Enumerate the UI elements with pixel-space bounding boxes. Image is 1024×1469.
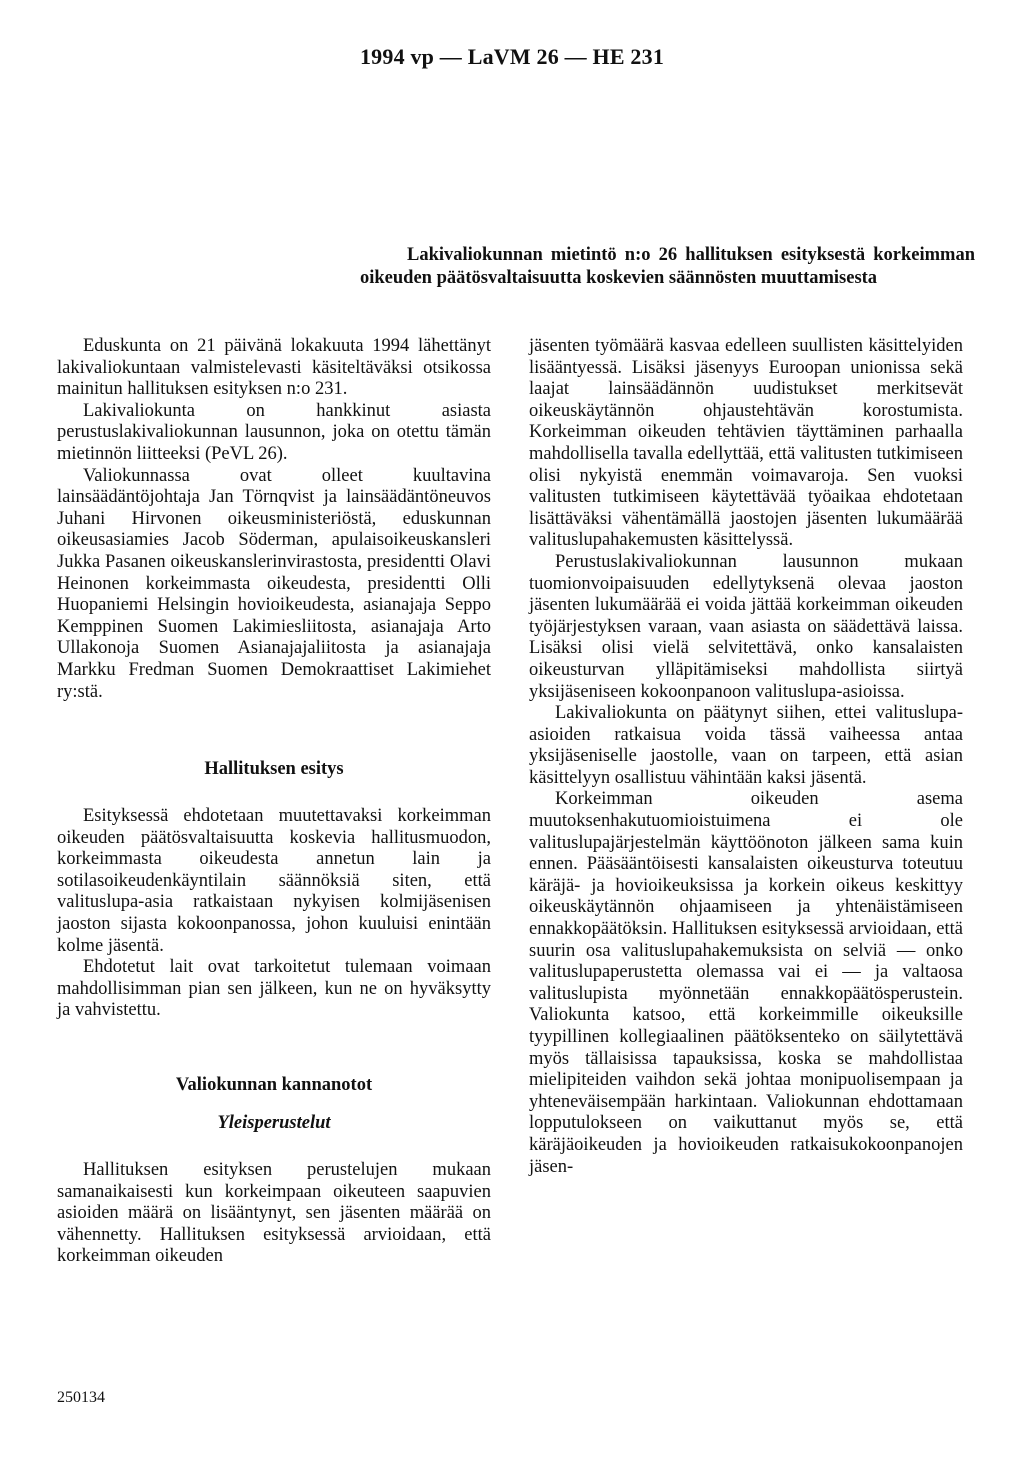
paragraph-2: Perustuslakivaliokunnan lausunnon mukaan tuomionvoipaisuuden edellytyksenä olevaa jaoston jäsenten lukumäärää ei voida jättää korkeimman oikeuden työjärjestyksen varaan, vaan asiasta on säädettävä laissa. Lisäksi olisi vielä selvitettävä, onko kansalaisten oikeusturvan ylläpitämiseksi mahdollista siirtyä yksijäseniseen kokoonpanoon valituslupa-asioissa. bbox=[529, 551, 963, 702]
document-title: Lakivaliokunnan mietintö n:o 26 hallituksen esityksestä korkeimman oikeuden päätösvaltaisuutta koskevien säännösten muuttamisesta bbox=[360, 245, 975, 288]
subheading-general: Yleisperustelut bbox=[217, 1113, 331, 1134]
proposal-paragraph-2: Ehdotetut lait ovat tarkoitetut tulemaan voimaan mahdollisimman pian sen jälkeen, kun ne on hyväksytty ja vahvistettu. bbox=[57, 957, 491, 1021]
intro-paragraph-2: Lakivaliokunta on hankkinut asiasta perustuslakivaliokunnan lausunnon, joka on otettu tämän mietinnön liitteeksi (PeVL 26). bbox=[57, 400, 491, 464]
general-paragraph-1: Hallituksen esityksen perustelujen mukaan samanaikaisesti kun korkeimpaan oikeuteen saapuvien asioiden määrä on lisääntynyt, sen jäsenten määrää on vähennetty. Hallituksen esityksessä arvioidaan, että korkeimman oikeuden bbox=[57, 1160, 491, 1267]
section-heading-proposal: Hallituksen esitys bbox=[204, 759, 344, 780]
paragraph-3: Lakivaliokunta on päätynyt siihen, ettei valituslupa-asioiden ratkaisua voida tässä vaiheessa antaa yksijäseniselle jaostolle, vaan on tarpeen, että asian käsittelyyn osallistuu vähintään kaksi jäsentä. bbox=[529, 703, 963, 788]
page-running-header: 1994 vp — LaVM 26 — HE 231 bbox=[359, 44, 665, 69]
intro-paragraph-3: Valiokunnassa ovat olleet kuultavina lainsäädäntöjohtaja Jan Törnqvist ja lainsäädäntöneuvos Juhani Hirvonen oikeusministeriöstä, eduskunnan oikeusasiamies Jacob Söderman, apulaisoikeuskansleri Jukka Pasanen oikeuskanslerinvirastosta, presidentti Olavi Heinonen korkeimmasta oikeudesta, presidentti Olli Huopaniemi Helsingin hovioikeudesta, asianajaja Seppo Kemppinen Suomen Lakimiesliitosta, asianajaja Arto Ullakonoja Suomen Asianajajaliitosta ja asianajaja Markku Fredman Suomen Demokraattiset Lakimiehet ry:stä. bbox=[57, 465, 491, 702]
paragraph-4: Korkeimman oikeuden asema muutoksenhakutuomioistuimena ei ole valituslupajärjestelmän käyttöönoton jälkeen sama kuin ennen. Pääsääntöisesti kansalaisten oikeusturva toteutuu käräjä- ja hovioikeuksissa ja korkein oikeus keskittyy oikeuskäytännön ohjaamiseen ja yhtenäistämiseen ennakkopäätöksin. Hallituksen esityksessä arvioidaan, että suurin osa valituslupahakemuksista on selviä — onko valituslupaperustetta olemassa vai ei — ja valtaosa valituslupista myönnetään ennakkopäätösperustein. Valiokunta katsoo, että korkeimmille oikeuksille tyypillinen kollegiaalinen päätöksenteko on säilytettävä myös tällaisissa tapauksissa, koska se mahdollistaa mielipiteiden vaihdon sekä johtaa monipuolisempaan ja yhteneväisempään harkintaan. Valiokunnan ehdottamaan lopputulokseen on vaikuttanut myös se, että käräjäoikeuden ja hovioikeuden ratkaisukokoonpanojen jäsen- bbox=[529, 789, 963, 1177]
footer-print-code: 250134 bbox=[57, 1389, 105, 1406]
proposal-paragraph-1: Esityksessä ehdotetaan muutettavaksi korkeimman oikeuden päätösvaltaisuutta koskevia hallitusmuodon, korkeimmasta oikeudesta annetun lain ja sotilasoikeudenkäyntilain säännöksiä siten, että valituslupa-asia ratkaistaan nykyisen kolmijäsenisen jaoston sijasta kokoonpanossa, johon kuuluisi enintään kolme jäsentä. bbox=[57, 806, 491, 956]
intro-paragraph-1: Eduskunta on 21 päivänä lokakuuta 1994 lähettänyt lakivaliokuntaan valmistelevasti käsiteltäväksi otsikossa mainitun hallituksen esityksen n:o 231. bbox=[57, 336, 491, 400]
continued-paragraph: jäsenten työmäärä kasvaa edelleen suullisten käsittelyiden lisääntyessä. Lisäksi jäsenyys Euroopan unionissa sekä laajat lainsäädännön uudistukset merkitsevät oikeuskäytännön ohjaustehtävän korostumista. Korkeimman oikeuden tehtävien täyttäminen parhaalla mahdollisella tavalla edellyttää, että valitusten tutkimiseen olisi nykyistä enemmän voimavaroja. Sen vuoksi valitusten tutkimiseen käytettävää työaikaa ehdotetaan lisättäväksi vähentämällä jaostojen jäsenten lukumäärää valituslupahakemusten käsittelyssä. bbox=[529, 336, 963, 551]
section-heading-positions: Valiokunnan kannanotot bbox=[175, 1075, 373, 1096]
left-column bbox=[57, 336, 491, 1268]
right-column bbox=[529, 336, 963, 1178]
